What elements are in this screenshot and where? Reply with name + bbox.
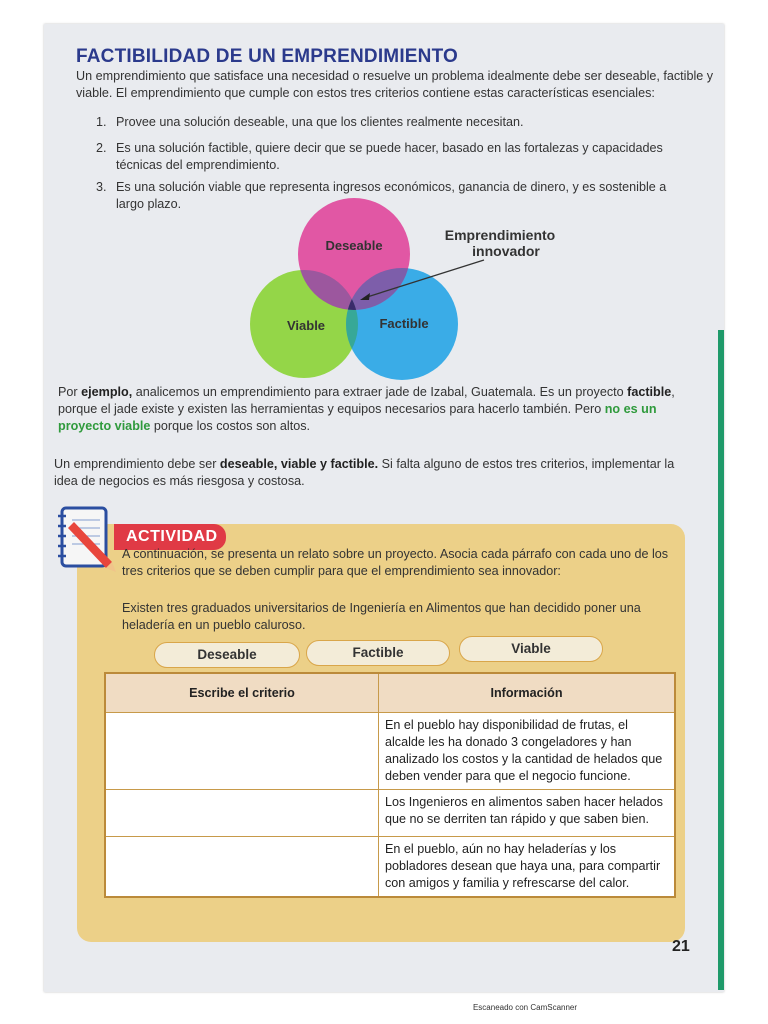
table-row — [105, 837, 675, 898]
table-header-criterio: Escribe el criterio — [105, 673, 379, 713]
intro-paragraph: Un emprendimiento que satisface una necesidad o resuelve un problema idealmente debe ser deseable, factible y viable. El emprendimiento que cumple con estos tres criterios contiene estas características esenciales: — [76, 69, 714, 100]
venn-callout-line1: Emprendimiento — [444, 227, 556, 243]
list-item-2 — [96, 140, 696, 174]
venn-label-viable: Viable — [286, 318, 326, 333]
table-row — [105, 713, 675, 790]
option-viable[interactable]: Viable — [459, 636, 603, 662]
list-item-1 — [96, 114, 696, 131]
page-title: FACTIBILIDAD DE UN EMPRENDIMIENTO — [76, 46, 459, 67]
page-edge-strip — [718, 330, 724, 990]
answer-cell[interactable] — [105, 790, 379, 837]
info-cell: En el pueblo, aún no hay heladerías y los pobladores desean que haya una, para compartir con amigos y familia y refrescarse del calor. — [379, 837, 676, 898]
scanner-watermark: Escaneado con CamScanner — [472, 1003, 578, 1012]
option-deseable[interactable]: Deseable — [154, 642, 300, 668]
table-row — [105, 790, 675, 837]
summary-paragraph: Un emprendimiento debe ser deseable, viable y factible. Si falta alguno de estos tres criterios, implementar la idea de negocios es más riesgosa y costosa. — [54, 457, 675, 488]
list-number: 2. — [96, 141, 107, 155]
venn-diagram — [244, 196, 604, 384]
table-header-informacion: Información — [379, 673, 676, 713]
list-text: Es una solución factible, quiere decir que se puede hacer, basado en las fortalezas y capacidades técnicas del emprendimiento. — [116, 141, 663, 172]
list-text: Provee una solución deseable, una que los clientes realmente necesitan. — [116, 115, 524, 129]
venn-callout-line2: innovador — [472, 243, 540, 259]
activity-instructions: A continuación, se presenta un relato sobre un proyecto. Asocia cada párrafo con cada uno de los tres criterios que se deben cumplir para que el emprendimiento sea innovador: — [122, 547, 669, 578]
info-cell: En el pueblo hay disponibilidad de frutas, el alcalde les ha donado 3 congeladores y han analizado los costos y la cantidad de helados que deben vender para que el negocio funcione. — [379, 713, 676, 790]
criteria-table — [104, 672, 676, 898]
notebook-pencil-icon — [54, 502, 120, 574]
info-cell: Los Ingenieros en alimentos saben hacer helados que no se derriten tan rápido y que saben bien. — [379, 790, 676, 837]
list-number: 3. — [96, 180, 107, 194]
document-page — [44, 24, 724, 992]
list-text: Es una solución viable que representa ingresos económicos, ganancia de dinero, y es sostenible a largo plazo. — [116, 180, 667, 211]
answer-cell[interactable] — [105, 837, 379, 898]
answer-cell[interactable] — [105, 713, 379, 790]
example-paragraph: Por ejemplo, analicemos un emprendimiento para extraer jade de Izabal, Guatemala. Es un proyecto factible, porque el jade existe y existen las herramientas y equipos necesarios para hacerlo también. Pero no es un proyecto viable porque los costos son altos. — [58, 385, 675, 433]
activity-badge: ACTIVIDAD — [114, 524, 226, 550]
list-number: 1. — [96, 115, 107, 129]
activity-story: Existen tres graduados universitarios de Ingeniería en Alimentos que han decidido poner una heladería en un pueblo caluroso. — [122, 601, 641, 632]
page-number: 21 — [672, 938, 690, 955]
table-header-row — [105, 673, 675, 713]
option-factible[interactable]: Factible — [306, 640, 450, 666]
venn-label-factible: Factible — [379, 316, 429, 331]
venn-label-deseable: Deseable — [325, 238, 383, 253]
